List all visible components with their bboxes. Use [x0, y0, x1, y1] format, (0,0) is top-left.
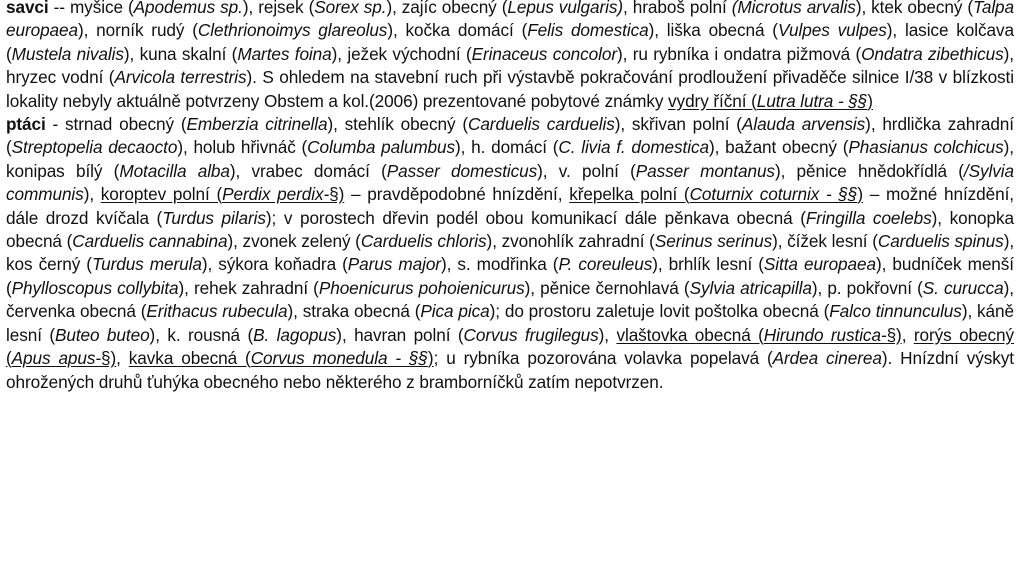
text-run: ,	[116, 348, 129, 369]
text-run: ), čížek lesní (	[772, 231, 878, 252]
species-name: Turdus pilaris	[162, 207, 266, 228]
text-run: ), s. modřinka (	[440, 254, 559, 275]
species-name: Mustela nivalis	[11, 43, 124, 64]
species-name: Hirundo rustica-	[763, 324, 887, 345]
text-run: ), norník rudý (	[78, 20, 198, 41]
species-name: /Sylvia communis	[6, 160, 1014, 205]
text-run: ), rehek zahradní (	[178, 277, 319, 298]
text-run: ), stehlík obecný (	[327, 114, 468, 135]
text-run: ), kos černý (	[6, 231, 1015, 275]
species-name: Phoenicurus pohoienicurus	[318, 277, 525, 298]
text-run: ), v. polní (	[537, 160, 636, 181]
text-run: ), holub hřivnáč (	[177, 137, 308, 158]
species-name: Corvus frugilegus	[463, 324, 599, 345]
text-run: křepelka polní (	[569, 184, 690, 205]
paragraph-body-mammals	[6, 0, 1014, 111]
species-name: Turdus merula	[91, 254, 202, 275]
species-name: Carduelis spinus	[877, 231, 1004, 252]
text-run: rorýs obecný (	[6, 324, 1015, 369]
species-name: Corvus monedula - §§	[250, 348, 428, 369]
section-label-birds: ptáci	[6, 114, 46, 135]
text-run: ), pěnice černohlavá (	[524, 277, 690, 298]
text-run: ); do prostoru zaletuje lovit poštolka obecná (	[489, 301, 830, 322]
text-run: ), p. pokřovní (	[811, 277, 923, 298]
text-run: ), bažant obecný (	[708, 137, 849, 158]
text-run: ), budníček menší (	[6, 254, 1014, 298]
text-run: ), k. rousná (	[149, 324, 254, 345]
text-run: ), hryzec vodní (	[6, 43, 1014, 88]
text-run: ), skřivan polní (	[614, 114, 742, 135]
species-name: P. coreuleus	[558, 254, 653, 275]
species-name: Perdix perdix-	[222, 184, 330, 205]
species-name: Phasianus colchicus	[848, 137, 1004, 158]
text-run: §)	[329, 184, 345, 205]
species-name: Emberzia citrinella	[186, 114, 328, 135]
text-run: ), ktek obecný (	[855, 0, 973, 17]
species-name: Felis domestica	[527, 20, 649, 41]
species-name: Columba palumbus	[307, 137, 456, 158]
text-run: ), červenka obecná (	[6, 277, 1014, 322]
text-run: ), rejsek (	[242, 0, 315, 17]
species-name: Ondatra zibethicus	[861, 43, 1004, 64]
text-run: ), ježek východní (	[331, 43, 472, 64]
species-name: Motacilla alba	[119, 160, 230, 181]
species-name: Apus apus-	[11, 348, 102, 369]
species-name: Carduelis chloris	[360, 231, 487, 252]
species-name: Carduelis cannabina	[72, 231, 228, 252]
species-name: Carduelis carduelis	[468, 114, 615, 135]
species-name: Martes foina	[237, 43, 332, 64]
text-run: ), hrdlička zahradní (	[6, 114, 1014, 158]
species-name: Passer montanus	[635, 160, 775, 181]
text-run: ; u rybníka pozorována volavka popelavá (	[433, 348, 773, 369]
species-name: (Microtus arvalis	[731, 0, 856, 17]
species-name: Serinus serinus	[654, 231, 773, 252]
species-name: Erithacus rubecula	[146, 301, 288, 322]
text-run: , hraboš polní	[623, 0, 732, 17]
text-run: §)	[101, 348, 117, 369]
text-run: §)	[886, 324, 902, 345]
paragraph-birds	[6, 113, 1014, 394]
species-name: Fringilla coelebs	[805, 207, 932, 228]
text-run: ), straka obecná (	[287, 301, 421, 322]
species-name: Phylloscopus collybita	[11, 277, 179, 298]
text-run: ), liška obecná (	[648, 20, 778, 41]
text-run: ). Hnízdní výskyt ohrožených druhů ťuhýka obecného nebo některého z bramborníčků zatím nepotvrzen.	[6, 348, 1014, 392]
species-name: Sylvia atricapilla	[689, 277, 812, 298]
text-run: ), káně lesní (	[6, 301, 1014, 345]
species-name: Arvicola terrestris	[114, 67, 247, 88]
species-name: Apodemus sp.	[133, 0, 243, 17]
species-name: Lutra lutra - §§	[756, 90, 868, 111]
text-run: kavka obecná (	[128, 348, 251, 369]
text-run: ), havran polní (	[336, 324, 464, 345]
text-run: ); v porostech dřevin podél obou komunikací dále pěnkava obecná (	[265, 207, 806, 228]
text-run: ), brhlík lesní (	[652, 254, 764, 275]
text-run: ), vrabec domácí (	[229, 160, 387, 181]
species-name: Alauda arvensis	[741, 114, 866, 135]
species-name: Ardea cinerea	[772, 348, 882, 369]
text-run: )	[867, 90, 873, 111]
text-run: ), lasice kolčava (	[6, 20, 1014, 64]
text-run: vlaštovka obecná (	[616, 324, 764, 345]
text-run: )	[427, 348, 434, 369]
text-run: vydry říční (	[668, 90, 757, 111]
text-run: ,	[901, 324, 914, 345]
text-run: – možné hnízdění, dále drozd kvíčala (	[6, 184, 1014, 228]
text-run: ), kuna skalní (	[123, 43, 238, 64]
text-run: ),	[83, 184, 101, 205]
species-name: Sorex sp.	[314, 0, 387, 17]
species-name: Passer domesticus	[386, 160, 538, 181]
species-name: Erinaceus concolor	[471, 43, 618, 64]
paragraph-body-birds	[6, 114, 1014, 391]
species-name: B. lagopus	[253, 324, 337, 345]
species-name: Streptopelia decaocto	[11, 137, 178, 158]
species-name: S. curucca	[922, 277, 1004, 298]
species-name: Lepus vulgaris)	[507, 0, 624, 17]
species-name: Talpa europaea	[6, 0, 1015, 41]
text-run: ), konipas bílý (	[6, 137, 1014, 181]
text-run: ), zvonohlík zahradní (	[486, 231, 655, 252]
text-run: - strnad obecný (	[45, 114, 187, 135]
text-run: )	[857, 184, 864, 205]
text-run: ), konopka obecná (	[6, 207, 1015, 252]
text-run: ),	[598, 324, 617, 345]
species-name: Vulpes vulpes	[777, 20, 887, 41]
species-name: Buteo buteo	[54, 324, 150, 345]
species-name: Pica pica	[420, 301, 490, 322]
text-run: koroptev polní (	[100, 184, 223, 205]
text-run: – pravděpodobné hnízdění,	[344, 184, 570, 205]
species-name: Sitta europaea	[763, 254, 876, 275]
text-run: -- myšice (	[48, 0, 134, 17]
species-name: C. livia f. domestica	[558, 137, 709, 158]
text-run: ), ru rybníka i ondatra pižmová (	[617, 43, 862, 64]
paragraph-mammals	[6, 0, 1014, 113]
text-run: ). S ohledem na stavební ruch při výstavbě pokračování prodloužení přivaděče silnice I/38 v blízkosti lokality nebyly aktuálně potvrzeny Obstem a kol.(2006) prezentované pobytové známky	[6, 67, 1014, 111]
text-run: ), kočka domácí (	[387, 20, 528, 41]
text-run: ), zvonek zelený (	[227, 231, 361, 252]
text-run: ), sýkora koňadra (	[201, 254, 348, 275]
species-name: Clethrionoimys glareolus	[197, 20, 388, 41]
text-run: ), h. domácí (	[455, 137, 559, 158]
text-run: ), pěnice hnědokřídlá (	[774, 160, 964, 181]
species-name: Coturnix coturnix - §§	[689, 184, 858, 205]
text-run: ), zajíc obecný (	[386, 0, 508, 17]
species-name: Falco tinnunculus	[829, 301, 962, 322]
section-label-mammals: savci	[6, 0, 49, 17]
species-name: Parus major	[347, 254, 441, 275]
